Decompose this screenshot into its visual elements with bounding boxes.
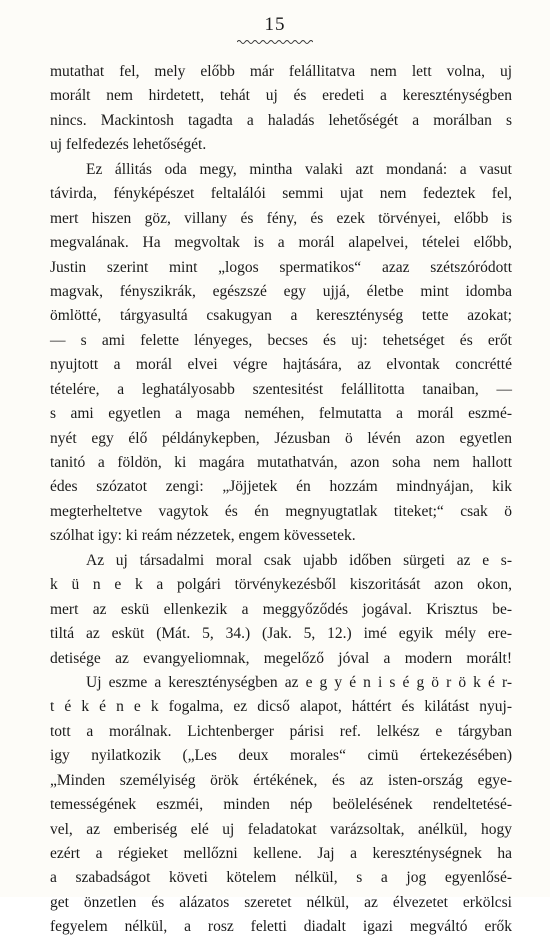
text-line: távirda, fényképészet feltalálói semmi ujat nem fedeztek fel, — [50, 185, 512, 203]
text-line: Ez állitás oda megy, mintha valaki azt mondaná: a vasut — [86, 160, 512, 178]
text-line: édes szózatot zengi: „Jöjjetek én hozzám mindnyájan, kik — [50, 478, 512, 496]
text-line: s ami egyetlen a maga neméhen, felmutatta a morál eszmé- — [50, 405, 512, 423]
text-line: nyujtott a morál elvei végre hajtására, az elvontak concrétté — [50, 356, 512, 374]
page-number: 15 — [264, 14, 286, 35]
text-line: Justin szerint mint „logos spermatikos“ azaz szétszóródott — [50, 258, 512, 276]
text-line: morált nem hirdetett, tehát uj és eredeti a kereszténységben — [50, 87, 512, 105]
text-line: vel, az emberiség elé uj feladatokat varázsoltak, anélkül, hogy — [50, 820, 512, 838]
text-line: mert hiszen göz, villany és fény, és ezek törvényei, előbb is — [50, 209, 512, 227]
text-line: megterheltetve vagytok és én megnyugtatlak titeket;“ csak ö — [50, 502, 512, 520]
text-line: k ü n e k a polgári törvénykezésből kiszoritását azon okon, — [50, 576, 512, 594]
text-line: szólhat igy: ki reám nézzetek, engem kövessetek. — [50, 527, 356, 545]
text-line: magvak, fényszikrák, egészszé egy ujjá, életbe mint idomba — [50, 282, 512, 300]
body-text — [50, 60, 512, 940]
text-line: uj felfedezés lehetőségét. — [50, 136, 207, 154]
text-line: megvalának. Ha megvoltak is a morál alapelvei, tételei előbb, — [50, 234, 512, 252]
text-line: t é k é n e k fogalma, ez dicső alapot, háttért és kilátást nyuj- — [50, 698, 512, 716]
text-line: ömlötté, tárgyasultá csakugyan a kereszténység tette azokat; — [50, 307, 512, 325]
text-line: tételére, a leghatályosabb szentesitést felállitotta tanaiban, — — [50, 380, 512, 398]
text-line: mert az eskü ellenkezik a meggyőződés jogával. Krisztus be- — [50, 600, 512, 618]
text-line: igy nyilatkozik („Les deux morales“ cimü értekezésében) — [50, 747, 512, 765]
text-line: tiltá az esküt (Mát. 5, 34.) (Jak. 5, 12.) imé egyik mély ere- — [50, 625, 512, 643]
text-line: nyét egy élő példánykepben, Jézusban ö lévén azon egyetlen — [50, 429, 512, 447]
text-line: — s ami felette lényeges, becses és uj: tehetséget és erőt — [50, 331, 512, 349]
text-line: nincs. Mackintosh tagadta a haladás lehetőségét a morálban s — [50, 111, 512, 129]
text-line: detisége az evangyeliomnak, megelőző jóval a modern morált! — [50, 649, 512, 667]
text-line: Uj eszme a kereszténységben az e g y é n i s é g ö r ö k é r- — [86, 673, 512, 691]
text-line: mutathat fel, mely előbb már felállitatva nem lett volna, uj — [50, 63, 512, 80]
wavy-ornament-icon — [237, 39, 313, 45]
text-line: fegyelem nélkül, a rosz feletti diadalt igazi megváltó erők — [50, 918, 512, 936]
text-line: „Minden személyiség örök értékének, és az isten-ország egye- — [50, 771, 512, 789]
text-line: a szabadságot követi kötelem nélkül, s a jog egyenlősé- — [50, 869, 512, 887]
text-line: tott a morálnak. Lichtenberger párisi ref. lelkész e tárgyban — [50, 722, 512, 740]
page-header — [0, 14, 550, 36]
text-line: ezért a régieket mellőzni kellene. Jaj a kereszténységnek ha — [50, 845, 512, 862]
text-line: Az uj társadalmi moral csak ujabb időben sürgeti az e s- — [86, 551, 512, 569]
text-line: tanitó a földön, ki magára mutathatván, azon soha nem hallott — [50, 454, 512, 471]
text-line: temességének eszméi, minden nép beölelésének rendeltetésé- — [50, 796, 512, 814]
text-line: get önzetlen és alázatos szeretet nélkül, az élvezetet erkölcsi — [50, 893, 512, 911]
